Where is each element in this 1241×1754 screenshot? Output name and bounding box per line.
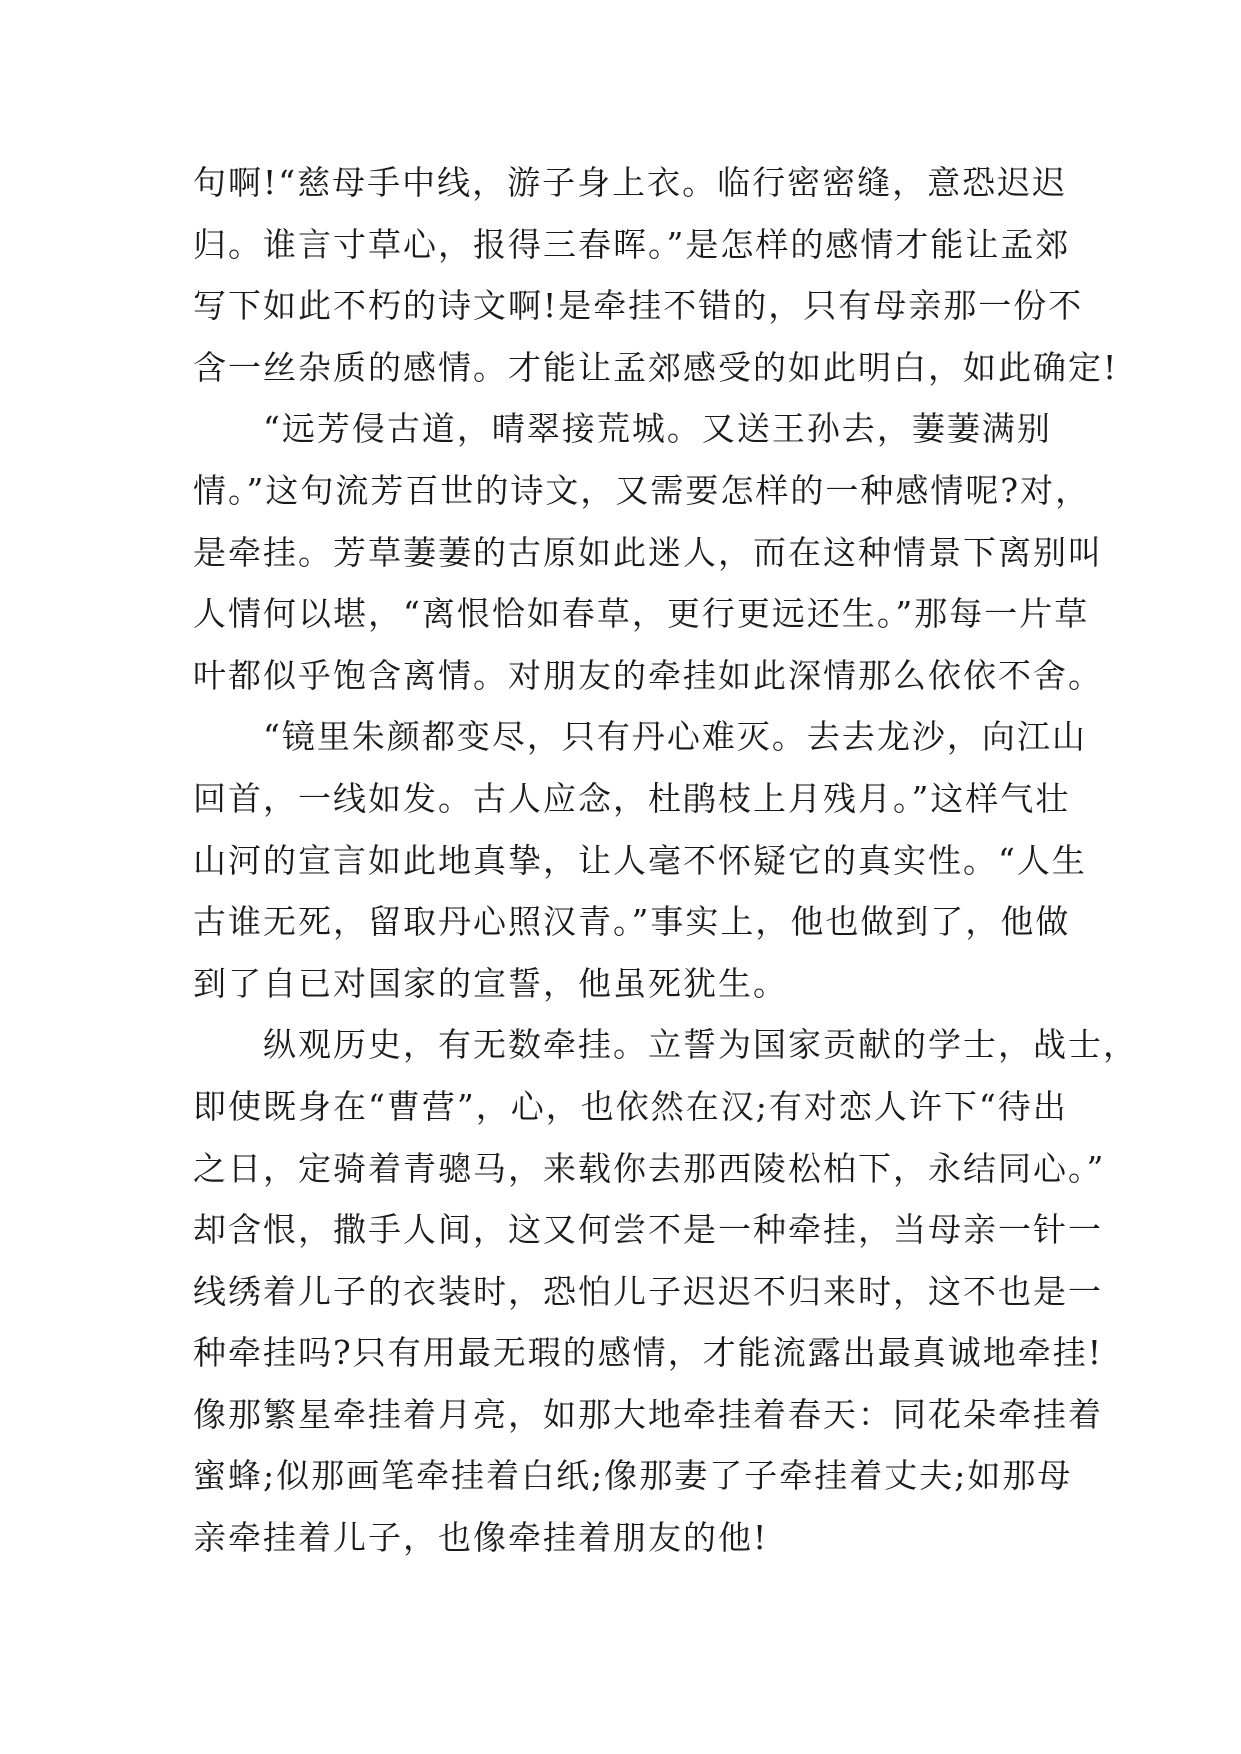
text-line: 山河的宣言如此地真挚，让人毫不怀疑它的真实性。“人生 (193, 840, 1087, 880)
text-line: 即使既身在“曹营”，心，也依然在汉;有对恋人许下“待出 (193, 1086, 1068, 1126)
text-line: 亲牵挂着儿子，也像牵挂着朋友的他! (193, 1518, 769, 1558)
text-line: 归。谁言寸草心，报得三春晖。”是怎样的感情才能让孟郊 (193, 224, 1071, 264)
text-line: 含一丝杂质的感情。才能让孟郊感受的如此明白，如此确定! (193, 347, 1119, 387)
text-line: 像那繁星牵挂着月亮，如那大地牵挂着春天：同花朵牵挂着 (193, 1394, 1103, 1434)
essay-body (193, 152, 1138, 1569)
text-line: 纵观历史，有无数牵挂。立誓为国家贡献的学士，战士， (193, 1025, 1138, 1065)
text-line: “远芳侵古道，晴翠接荒城。又送王孙去，萋萋满别 (193, 409, 1052, 449)
text-line: 情。”这句流芳百世的诗文，又需要怎样的一种感情呢?对， (193, 470, 1091, 510)
text-line: 人情何以堪，“离恨恰如春草，更行更远还生。”那每一片草 (193, 594, 1090, 634)
text-line: 线绣着儿子的衣装时，恐怕儿子迟迟不归来时，这不也是一 (193, 1271, 1103, 1311)
text-line: 写下如此不朽的诗文啊!是牵挂不错的，只有母亲那一份不 (193, 286, 1084, 326)
text-line: “镜里朱颜都变尽，只有丹心难灭。去去龙沙，向江山 (193, 717, 1087, 757)
text-line: 种牵挂吗?只有用最无瑕的感情，才能流露出最真诚地牵挂! (193, 1333, 1103, 1373)
text-line: 回首，一线如发。古人应念，杜鹃枝上月残月。”这样气壮 (193, 778, 1071, 818)
text-line: 却含恨，撒手人间，这又何尝不是一种牵挂，当母亲一针一 (193, 1210, 1103, 1250)
text-line: 蜜蜂;似那画笔牵挂着白纸;像那妻了子牵挂着丈夫;如那母 (193, 1456, 1073, 1496)
text-line: 句啊!“慈母手中线，游子身上衣。临行密密缝，意恐迟迟 (193, 163, 1068, 202)
text-line: 叶都似乎饱含离情。对朋友的牵挂如此深情那么依依不舍。 (193, 655, 1103, 695)
text-line: 是牵挂。芳草萋萋的古原如此迷人，而在这种情景下离别叫 (193, 532, 1103, 572)
text-line: 之日，定骑着青骢马，来载你去那西陵松柏下，永结同心。” (193, 1148, 1106, 1188)
text-line: 古谁无死，留取丹心照汉青。”事实上，他也做到了，他做 (193, 902, 1071, 942)
text-line: 到了自已对国家的宣誓，他虽死犹生。 (193, 963, 788, 1003)
